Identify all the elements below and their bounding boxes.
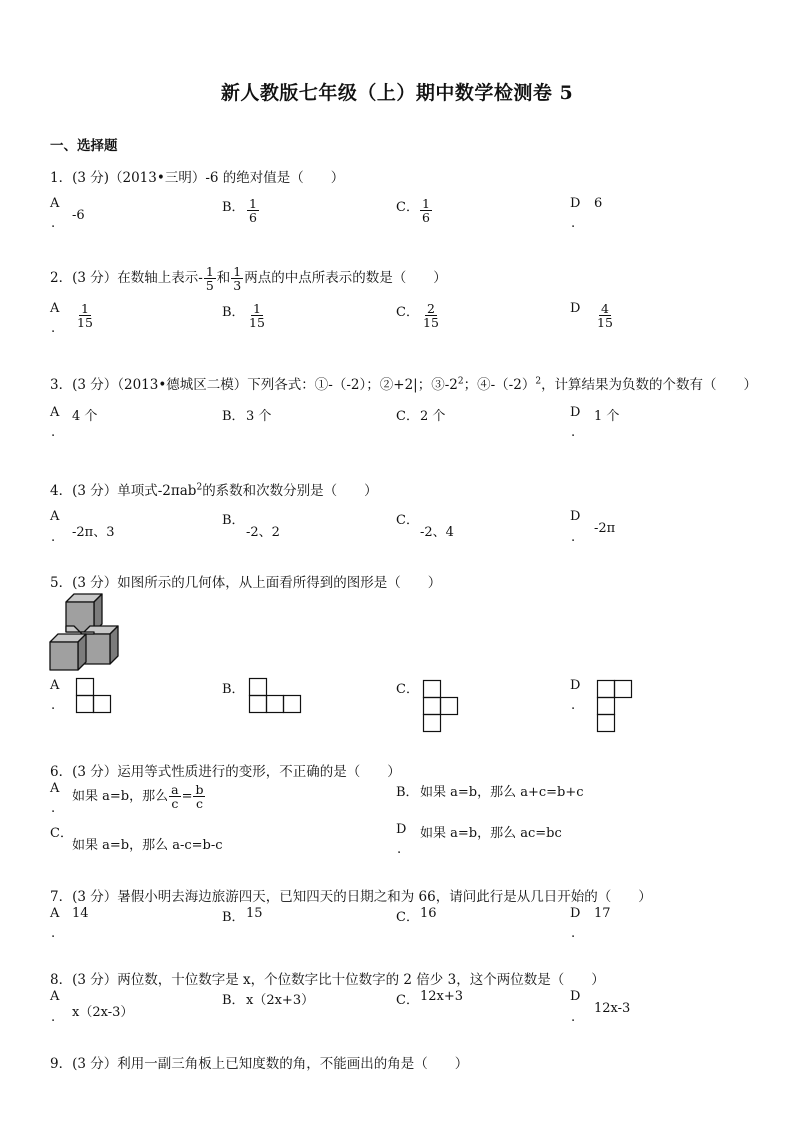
q8-option-a-label: A	[50, 989, 60, 1004]
q4-option-b-label: B．	[222, 513, 245, 528]
q1-option-b-fraction	[246, 197, 260, 224]
q8-option-d-text: 12x-3	[594, 1001, 631, 1016]
q4-sup: 2	[196, 482, 203, 493]
q1-option-c-fraction	[419, 197, 433, 224]
q6-option-a-text	[72, 783, 206, 810]
q4-option-a-dot: .	[51, 530, 56, 545]
q2-stem-post: 两点的中点所表示的数是（ ）	[244, 270, 447, 287]
q3-option-d-text: 1 个	[594, 409, 620, 424]
q3-stem-mid: ；④-（-2）	[463, 377, 536, 393]
q5-option-a-label: A	[50, 678, 60, 693]
q3-option-a-text: 4 个	[72, 409, 98, 424]
q2-option-d-fraction	[594, 302, 616, 329]
q5-option-a-dot: .	[51, 698, 56, 713]
q7-option-c-text: 16	[420, 906, 437, 921]
section-heading: 一、选择题	[50, 138, 118, 154]
q2-option-c-label: C．	[396, 305, 419, 320]
q4-stem-pre: 4．(3 分）单项式-2πab	[50, 483, 197, 499]
q4-option-d-text: -2π	[594, 521, 616, 536]
q1-option-c-label: C．	[396, 200, 419, 215]
q8-option-d-dot: .	[571, 1010, 576, 1025]
q6-a-fraction-2	[193, 783, 205, 810]
q2-stem-mid: 和	[216, 270, 231, 287]
q1-option-d-label: D	[570, 196, 581, 211]
q3-sup-1: 2	[457, 376, 464, 387]
q6-option-d-label: D	[396, 822, 407, 837]
q5-option-c-figure	[423, 680, 461, 734]
q1-option-b-label: B．	[222, 200, 245, 215]
q2-stem-pre: 2．(3 分）在数轴上表示-	[50, 270, 203, 287]
question-5-stem: 5．(3 分）如图所示的几何体，从上面看所得到的图形是（ ）	[50, 575, 442, 591]
question-4-stem	[50, 479, 378, 499]
page-title: 新人教版七年级（上）期中数学检测卷 5	[220, 82, 574, 104]
q1-b-numerator: 1	[249, 196, 257, 211]
q5-solid-figure	[48, 594, 120, 670]
q2-option-d-label: D	[570, 301, 581, 316]
q5-option-d-figure	[597, 680, 635, 734]
q2-option-a-label: A	[50, 301, 60, 316]
q3-stem-post: ，计算结果为负数的个数有（ ）	[541, 377, 758, 393]
q8-option-b-label: B．	[222, 993, 245, 1008]
q2-f1-denominator: 5	[205, 278, 214, 294]
q3-option-d-label: D	[570, 405, 581, 420]
q1-option-a-dot: .	[51, 216, 56, 231]
q6-option-a-dot: .	[51, 801, 56, 816]
q3-option-c-label: C．	[396, 409, 419, 424]
q7-option-c-label: C．	[396, 910, 419, 925]
q3-sup-2: 2	[535, 376, 542, 387]
q7-option-b-label: B．	[222, 910, 245, 925]
q7-option-d-dot: .	[571, 926, 576, 941]
q4-option-a-text: -2π、3	[72, 525, 115, 540]
q5-option-b-figure	[249, 678, 303, 714]
q2-option-a-dot: .	[51, 321, 56, 336]
q2-f2-denominator: 3	[233, 278, 242, 294]
q2-option-a-fraction	[74, 302, 96, 329]
q1-c-denominator: 6	[422, 210, 430, 226]
q7-option-b-text: 15	[246, 906, 263, 921]
q2-d-numerator: 4	[600, 301, 609, 316]
q7-option-a-text: 14	[72, 906, 89, 921]
q2-option-b-label: B．	[222, 305, 245, 320]
q6-a-equals: =	[181, 789, 193, 805]
q6-option-d-text: 如果 a=b，那么 ac=bc	[420, 826, 562, 841]
q6-option-b-text: 如果 a=b，那么 a+c=b+c	[420, 785, 584, 800]
q2-f1-numerator: 1	[205, 264, 214, 279]
q5-option-c-label: C．	[396, 682, 419, 697]
question-8-stem: 8．(3 分）两位数，十位数字是 x，个位数字比十位数字的 2 倍少 3，这个两位数是（ ）	[50, 972, 605, 988]
q7-option-d-text: 17	[594, 906, 611, 921]
q2-b-numerator: 1	[252, 301, 261, 316]
q3-stem-pre: 3．(3 分）（2013•德城区二模）下列各式：①-（-2）；②+2|；③-2	[50, 377, 458, 393]
q2-f2-numerator: 1	[233, 264, 242, 279]
q6-option-c-text: 如果 a=b，那么 a-c=b-c	[72, 838, 223, 853]
q8-option-b-text: x（2x+3）	[246, 993, 315, 1008]
question-6-stem: 6．(3 分）运用等式性质进行的变形，不正确的是（ ）	[50, 764, 401, 780]
q1-c-numerator: 1	[422, 196, 430, 211]
q3-option-a-dot: .	[51, 425, 56, 440]
q3-option-b-label: B．	[222, 409, 245, 424]
q2-c-denominator: 15	[423, 315, 439, 331]
q2-fraction-1	[204, 265, 216, 292]
q8-option-c-label: C．	[396, 993, 419, 1008]
q6-option-d-dot: .	[397, 842, 402, 857]
q7-option-a-dot: .	[51, 926, 56, 941]
q4-option-a-label: A	[50, 509, 60, 524]
q2-option-c-fraction	[420, 302, 442, 329]
q2-a-numerator: 1	[80, 301, 89, 316]
q6-a-f1-numerator: a	[171, 782, 179, 797]
q8-option-c-text: 12x+3	[420, 989, 464, 1004]
q5-option-d-label: D	[570, 678, 581, 693]
q6-a-fraction-1	[169, 783, 180, 810]
q8-option-d-label: D	[570, 989, 581, 1004]
q8-option-a-text: x（2x-3）	[72, 1005, 134, 1020]
q4-option-b-text: -2、2	[246, 525, 280, 540]
q4-stem-post: 的系数和次数分别是（ ）	[202, 483, 378, 499]
q6-option-a-label: A	[50, 781, 60, 796]
question-7-stem: 7．(3 分）暑假小明去海边旅游四天，已知四天的日期之和为 66，请问此行是从几日开始的（ ）	[50, 889, 652, 905]
q7-option-d-label: D	[570, 906, 581, 921]
q3-option-b-text: 3 个	[246, 409, 272, 424]
q2-b-denominator: 15	[249, 315, 265, 331]
question-1-stem: 1．(3 分)（2013•三明）-6 的绝对值是（ ）	[50, 170, 345, 186]
q1-option-d-text: 6	[594, 196, 603, 211]
q5-option-a-figure	[76, 678, 112, 714]
q2-c-numerator: 2	[426, 301, 435, 316]
question-9-stem: 9．(3 分）利用一副三角板上已知度数的角，不能画出的角是（ ）	[50, 1056, 469, 1072]
question-3-stem	[50, 373, 757, 393]
q6-option-c-label: C．	[50, 826, 73, 841]
q1-b-denominator: 6	[249, 210, 257, 226]
q2-option-b-fraction	[246, 302, 268, 329]
q8-option-a-dot: .	[51, 1010, 56, 1025]
q6-option-b-label: B．	[396, 785, 419, 800]
question-2-stem	[50, 265, 447, 292]
q6-a-f2-denominator: c	[195, 796, 203, 812]
q6-a-pre: 如果 a=b，那么	[72, 789, 169, 805]
q4-option-d-dot: .	[571, 530, 576, 545]
q4-option-c-text: -2、4	[420, 525, 454, 540]
q3-option-c-text: 2 个	[420, 409, 446, 424]
q4-option-d-label: D	[570, 509, 581, 524]
q7-option-a-label: A	[50, 906, 60, 921]
q2-a-denominator: 15	[77, 315, 93, 331]
q4-option-c-label: C．	[396, 513, 419, 528]
q2-fraction-2	[231, 265, 243, 292]
q3-option-d-dot: .	[571, 425, 576, 440]
q2-d-denominator: 15	[597, 315, 613, 331]
q5-option-b-label: B．	[222, 682, 245, 697]
q6-a-f2-numerator: b	[195, 782, 204, 797]
q5-option-d-dot: .	[571, 698, 576, 713]
q6-a-f1-denominator: c	[171, 796, 179, 812]
q1-option-a-label: A	[50, 196, 60, 211]
q3-option-a-label: A	[50, 405, 60, 420]
q1-option-a-text: -6	[72, 208, 85, 223]
q1-option-d-dot: .	[571, 216, 576, 231]
